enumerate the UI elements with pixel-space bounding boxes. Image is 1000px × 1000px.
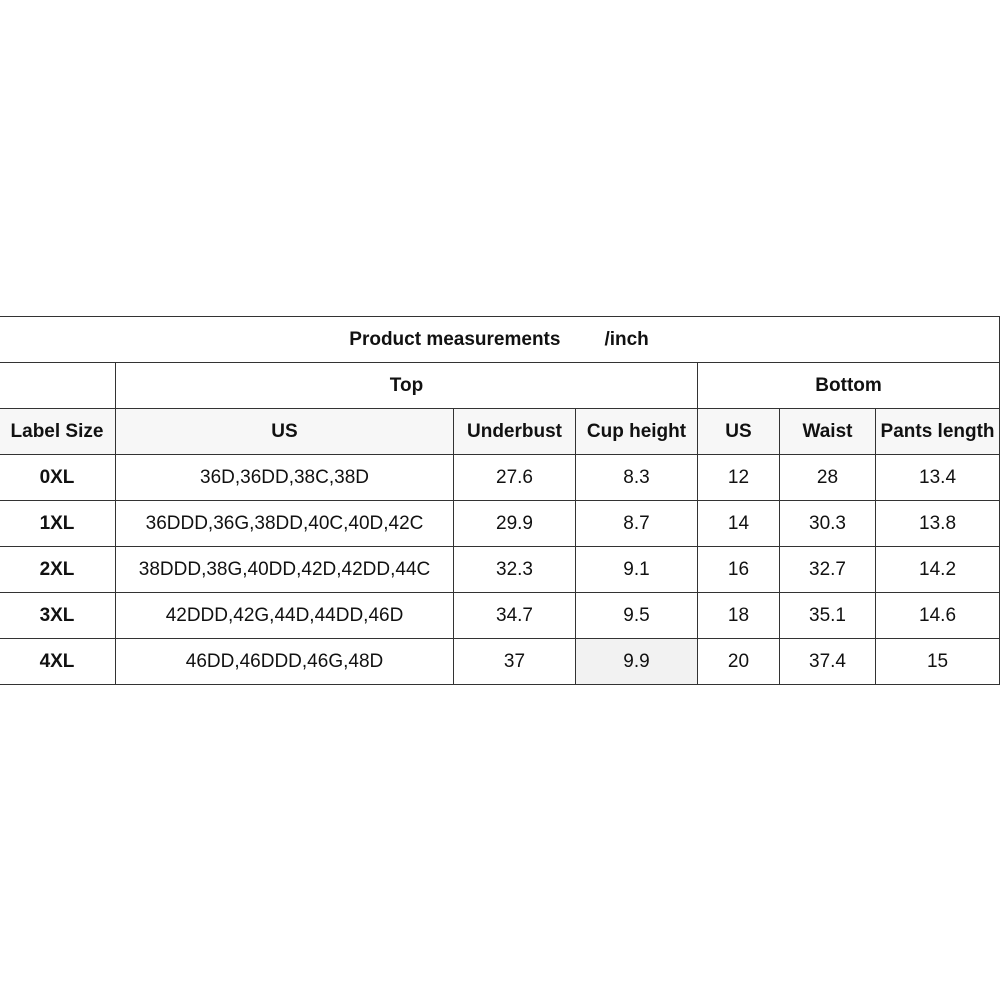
top-us-cell: 36DDD,36G,38DD,40C,40D,42C — [116, 501, 454, 547]
label-size-cell: 0XL — [0, 455, 116, 501]
pants-length-cell: 13.8 — [876, 501, 1000, 547]
title-text: Product measurements — [349, 328, 561, 350]
cup-height-cell: 8.7 — [576, 501, 698, 547]
bottom-us-cell: 18 — [698, 593, 780, 639]
pants-length-cell: 15 — [876, 639, 1000, 685]
table-title — [0, 317, 1000, 363]
cup-height-cell: 8.3 — [576, 455, 698, 501]
group-top: Top — [116, 363, 698, 409]
waist-cell: 37.4 — [780, 639, 876, 685]
table-row — [0, 501, 1000, 547]
top-us-cell: 38DDD,38G,40DD,42D,42DD,44C — [116, 547, 454, 593]
group-empty-cell — [0, 363, 116, 409]
waist-cell: 32.7 — [780, 547, 876, 593]
group-bottom: Bottom — [698, 363, 1000, 409]
waist-cell: 30.3 — [780, 501, 876, 547]
header-top-us: US — [116, 409, 454, 455]
underbust-cell: 34.7 — [454, 593, 576, 639]
pants-length-cell: 14.2 — [876, 547, 1000, 593]
pants-length-cell: 13.4 — [876, 455, 1000, 501]
label-size-cell: 3XL — [0, 593, 116, 639]
waist-cell: 35.1 — [780, 593, 876, 639]
table-row — [0, 455, 1000, 501]
cup-height-cell: 9.9 — [576, 639, 698, 685]
bottom-us-cell: 16 — [698, 547, 780, 593]
bottom-us-cell: 12 — [698, 455, 780, 501]
cup-height-cell: 9.5 — [576, 593, 698, 639]
top-us-cell: 46DD,46DDD,46G,48D — [116, 639, 454, 685]
table-row — [0, 639, 1000, 685]
header-underbust: Underbust — [454, 409, 576, 455]
bottom-us-cell: 20 — [698, 639, 780, 685]
underbust-cell: 29.9 — [454, 501, 576, 547]
label-size-cell: 4XL — [0, 639, 116, 685]
cup-height-cell: 9.1 — [576, 547, 698, 593]
waist-cell: 28 — [780, 455, 876, 501]
header-bottom-us: US — [698, 409, 780, 455]
top-us-cell: 36D,36DD,38C,38D — [116, 455, 454, 501]
label-size-cell: 1XL — [0, 501, 116, 547]
pants-length-cell: 14.6 — [876, 593, 1000, 639]
label-size-cell: 2XL — [0, 547, 116, 593]
header-cup-height: Cup height — [576, 409, 698, 455]
top-us-cell: 42DDD,42G,44D,44DD,46D — [116, 593, 454, 639]
underbust-cell: 37 — [454, 639, 576, 685]
size-chart-table — [0, 316, 1000, 685]
table-row — [0, 547, 1000, 593]
bottom-us-cell: 14 — [698, 501, 780, 547]
table-row — [0, 593, 1000, 639]
underbust-cell: 32.3 — [454, 547, 576, 593]
title-row — [0, 317, 1000, 363]
header-waist: Waist — [780, 409, 876, 455]
header-label-size: Label Size — [0, 409, 116, 455]
header-row — [0, 409, 1000, 455]
header-pants-length: Pants length — [876, 409, 1000, 455]
unit-text: /inch — [604, 328, 649, 350]
underbust-cell: 27.6 — [454, 455, 576, 501]
group-row — [0, 363, 1000, 409]
